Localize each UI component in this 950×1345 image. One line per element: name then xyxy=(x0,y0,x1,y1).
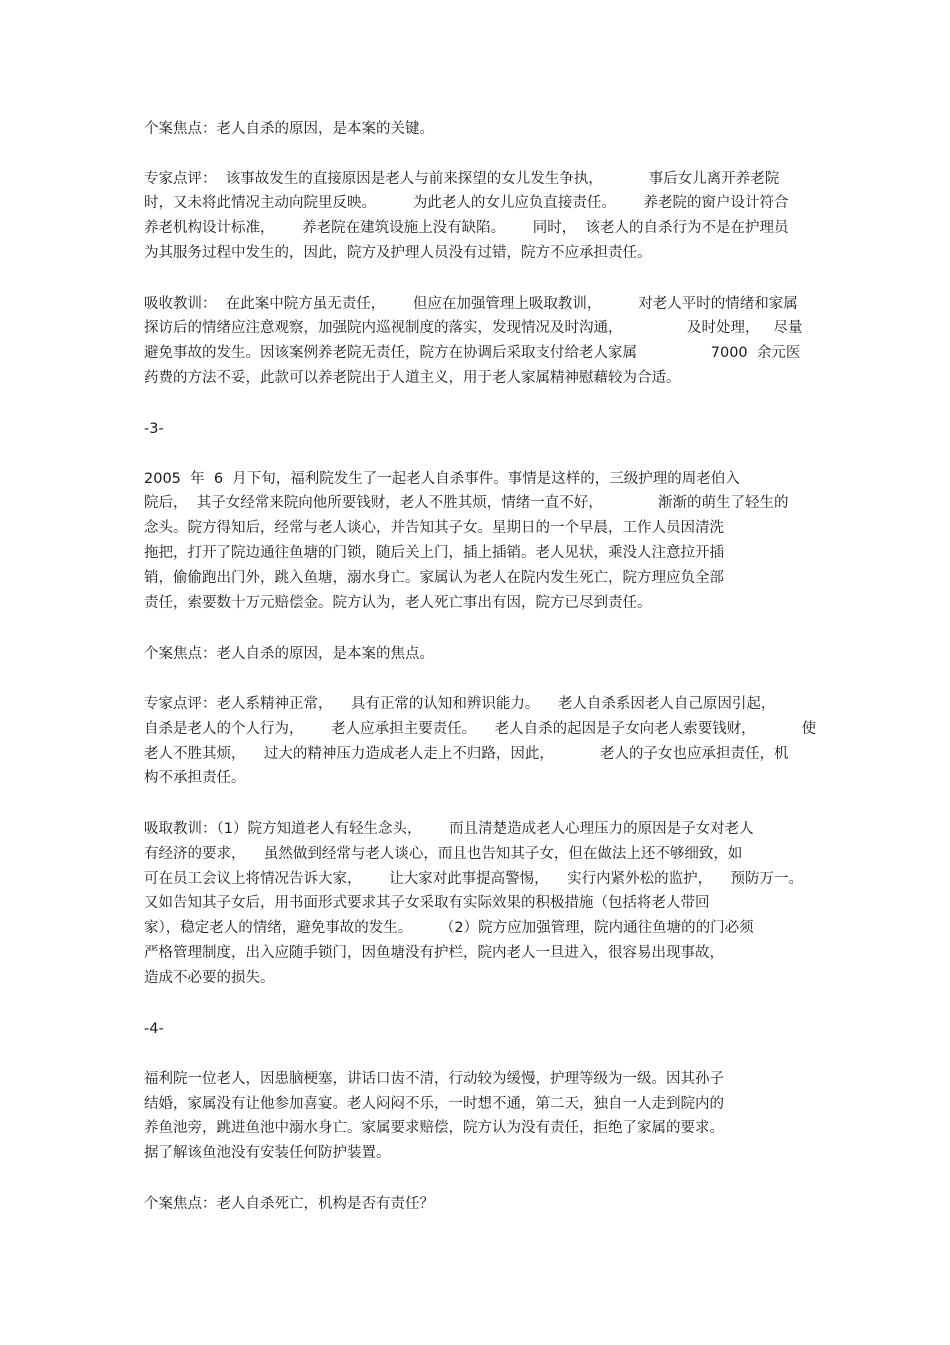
text-line: 严格管理制度，出入应随手锁门，因鱼塘没有护栏，院内老人一旦进入，很容易出现事故， xyxy=(144,945,724,961)
text-line: 据了解该鱼池没有安装任何防护装置。 xyxy=(144,1145,391,1161)
text-line: 院后， 其子女经常来院向他所要钱财，老人不胜其烦，情绪一直不好， 渐渐的萌生了轻生的 xyxy=(144,495,789,511)
text-line: 福利院一位老人，因患脑梗塞，讲话口齿不清，行动较为缓慢，护理等级为一级。因其孙子 xyxy=(144,1071,724,1087)
text-line: 吸收教训： 在此案中院方虽无责任， 但应在加强管理上吸取教训， 对老人平时的情绪和家属 xyxy=(144,296,798,312)
page-marker: -4- xyxy=(144,1021,164,1037)
text-line: 吸取教训：（1）院方知道老人有轻生念头， 而且清楚造成老人心理压力的原因是子女对老人 xyxy=(144,821,754,837)
text-line: 造成不必要的损失。 xyxy=(144,970,275,986)
text-line: 构不承担责任。 xyxy=(144,770,246,786)
text-line: 专家点评： 该事故发生的直接原因是老人与前来探望的女儿发生争执， 事后女儿离开养老院 xyxy=(144,171,780,187)
text-line: 个案焦点：老人自杀的原因，是本案的焦点。 xyxy=(144,646,434,662)
text-line: 念头。院方得知后，经常与老人谈心，并告知其子女。星期日的一个早晨，工作人员因清洗 xyxy=(144,520,724,536)
text-line: 又如告知其子女后，用书面形式要求其子女采取有实际效果的积极措施（包括将老人带回 xyxy=(144,895,710,911)
text-line: 专家点评：老人系精神正常， 具有正常的认知和辨识能力。 老人自杀系因老人自己原因引起， xyxy=(144,696,776,712)
text-line: 避免事故的发生。因该案例养老院无责任，院方在协调后采取支付给老人家属 7000 余元医 xyxy=(144,345,801,361)
text-line: 可在员工会议上将情况告诉大家， 让大家对此事提高警惕， 实行内紧外松的监护， 预防万一。 xyxy=(144,871,804,887)
text-line: 销，偷偷跑出门外，跳入鱼塘，溺水身亡。家属认为老人在院内发生死亡，院方理应负全部 xyxy=(144,570,724,586)
text-line: 个案焦点：老人自杀死亡，机构是否有责任？ xyxy=(144,1196,434,1212)
text-line: 时，又未将此情况主动向院里反映。 为此老人的女儿应负直接责任。 养老院的窗户设计符合 xyxy=(144,195,789,211)
text-line: 有经济的要求， 虽然做到经常与老人谈心，而且也告知其子女，但在做法上还不够细致，如 xyxy=(144,846,743,862)
text-line: 药费的方法不妥，此款可以养老院出于人道主义，用于老人家属精神慰藉较为合适。 xyxy=(144,370,681,386)
text-line: 老人不胜其烦， 过大的精神压力造成老人走上不归路，因此， 老人的子女也应承担责任，机 xyxy=(144,746,789,762)
text-line: 家），稳定老人的情绪，避免事故的发生。 （2）院方应加强管理，院内通往鱼塘的的门必须 xyxy=(144,920,754,936)
text-line: 拖把，打开了院边通往鱼塘的门锁，随后关上门，插上插销。老人见状，乘没人注意拉开插 xyxy=(144,545,724,561)
text-line: 养老机构设计标准， 养老院在建筑设施上没有缺陷。 同时， 该老人的自杀行为不是在护理员 xyxy=(144,220,789,236)
text-line: 为其服务过程中发生的，因此，院方及护理人员没有过错，院方不应承担责任。 xyxy=(144,245,652,261)
text-line: 责任，索要数十万元赔偿金。院方认为，老人死亡事出有因，院方已尽到责任。 xyxy=(144,595,652,611)
text-line: 探访后的情绪应注意观察，加强院内巡视制度的落实，发现情况及时沟通， 及时处理， 尽量 xyxy=(144,320,803,336)
page-marker: -3- xyxy=(144,421,164,437)
text-line: 个案焦点：老人自杀的原因，是本案的关键。 xyxy=(144,121,434,137)
text-line: 2005 年 6 月下旬，福利院发生了一起老人自杀事件。事情是这样的，三级护理的周老伯入 xyxy=(144,471,740,487)
text-line: 养鱼池旁，跳进鱼池中溺水身亡。家属要求赔偿，院方认为没有责任，拒绝了家属的要求。 xyxy=(144,1120,724,1136)
text-line: 结婚，家属没有让他参加喜宴。老人闷闷不乐，一时想不通，第二天，独自一人走到院内的 xyxy=(144,1096,724,1112)
text-line: 自杀是老人的个人行为， 老人应承担主要责任。 老人自杀的起因是子女向老人索要钱财， 使 xyxy=(144,721,817,737)
